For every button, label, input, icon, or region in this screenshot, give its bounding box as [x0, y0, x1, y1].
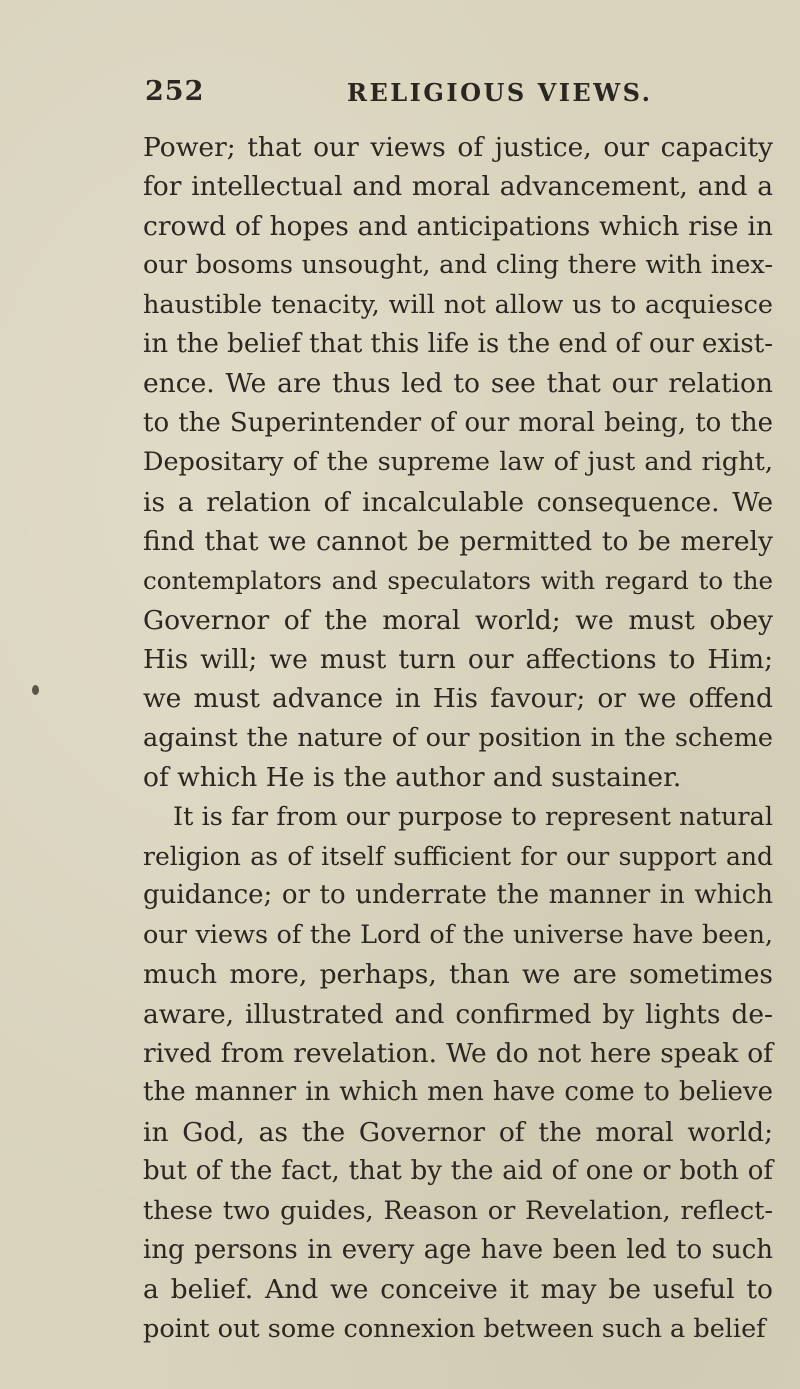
text-line: our bosoms unsought, and cling there with inex- [143, 250, 773, 281]
text-line: Depositary of the supreme law of just and right, [143, 447, 773, 478]
page-number: 252 [145, 76, 205, 107]
text-line: for intellectual and moral advancement, and a [143, 171, 773, 203]
text-line: aware, illustrated and confirmed by lights de- [143, 998, 773, 1030]
text-line: of which He is the author and sustainer. [143, 762, 682, 794]
running-head [145, 76, 765, 116]
text-line: rived from revelation. We do not here speak of [143, 1037, 773, 1069]
text-line: crowd of hopes and anticipations which rise in [143, 210, 773, 242]
text-line: to the Superintender of our moral being, to the [143, 407, 773, 438]
text-line: His will; we must turn our affections to Him; [143, 644, 773, 676]
text-line: contemplators and speculators with regard to the [143, 566, 773, 596]
text-line: we must advance in His favour; or we offend [143, 683, 773, 715]
body-text [143, 128, 773, 1349]
ink-speck [32, 685, 39, 695]
text-line: Governor of the moral world; we must obey [143, 604, 773, 636]
paragraph-start-line: It is far from our purpose to represent natural [173, 801, 773, 832]
text-line: haustible tenacity, will not allow us to acquiesce [143, 289, 773, 320]
text-line: ing persons in every age have been led to such [143, 1234, 773, 1265]
text-line: against the nature of our position in the scheme [143, 722, 773, 753]
text-line: a belief. And we conceive it may be useful to [143, 1274, 773, 1306]
text-line: point out some connexion between such a belief [143, 1313, 766, 1344]
text-line: in God, as the Governor of the moral world; [143, 1116, 773, 1148]
text-line: ence. We are thus led to see that our relation [143, 368, 773, 400]
text-line: much more, perhaps, than we are sometimes [143, 959, 773, 991]
text-line: religion as of itself sufficient for our support and [143, 842, 773, 872]
text-line: in the belief that this life is the end of our exist- [143, 328, 773, 359]
text-line: Power; that our views of justice, our capacity [143, 132, 773, 163]
text-line: find that we cannot be permitted to be merely [143, 525, 773, 557]
text-line: is a relation of incalculable consequence. We [143, 486, 773, 518]
text-line: these two guides, Reason or Revelation, reflect- [143, 1195, 773, 1226]
running-title: RELIGIOUS VIEWS. [347, 78, 653, 107]
text-line: guidance; or to underrate the manner in which [143, 880, 773, 911]
text-line: the manner in which men have come to believe [143, 1077, 773, 1108]
text-line: our views of the Lord of the universe have been, [143, 919, 773, 950]
text-line: but of the fact, that by the aid of one or both of [143, 1156, 773, 1187]
